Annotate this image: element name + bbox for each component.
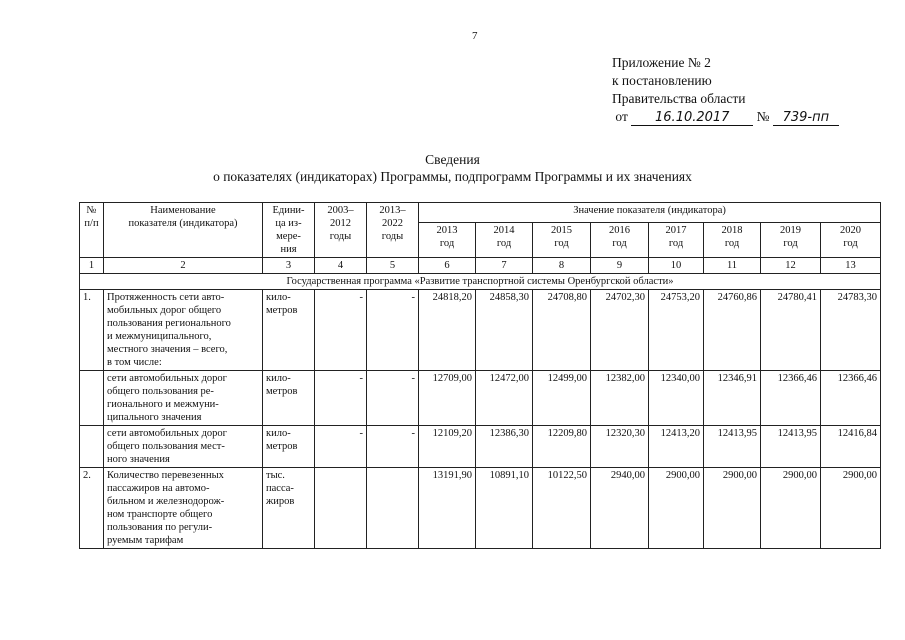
row-number: 1. bbox=[80, 290, 104, 371]
year-value-cell: 12709,00 bbox=[419, 371, 476, 426]
year-value-cell: 10122,50 bbox=[533, 468, 591, 549]
year-value-cell: 12346,91 bbox=[704, 371, 761, 426]
column-number-row bbox=[80, 258, 881, 274]
table-row bbox=[80, 468, 881, 549]
year-value-cell: 24858,30 bbox=[476, 290, 533, 371]
unit-cell: кило- метров bbox=[263, 371, 315, 426]
header-name: Наименование показателя (индикатора) bbox=[104, 203, 263, 258]
handwritten-number: 739-пп bbox=[773, 111, 839, 126]
column-number: 11 bbox=[704, 258, 761, 274]
header-row-1 bbox=[80, 203, 881, 223]
header-unit: Едини- ца из- мере- ния bbox=[263, 203, 315, 258]
year-value-cell: 24702,30 bbox=[591, 290, 649, 371]
header-year: 2020 год bbox=[821, 222, 881, 257]
table-row bbox=[80, 290, 881, 371]
program-title: Государственная программа «Развитие транспортной системы Оренбургской области» bbox=[80, 274, 881, 290]
column-number: 7 bbox=[476, 258, 533, 274]
appendix-block bbox=[612, 54, 839, 126]
unit-cell: тыс. пасса- жиров bbox=[263, 468, 315, 549]
year-value-cell: 12499,00 bbox=[533, 371, 591, 426]
header-year: 2018 год bbox=[704, 222, 761, 257]
unit-cell: кило- метров bbox=[263, 290, 315, 371]
table-row bbox=[80, 371, 881, 426]
page-number: 7 bbox=[472, 30, 478, 42]
year-value-cell: 24753,20 bbox=[649, 290, 704, 371]
year-value-cell: 12320,30 bbox=[591, 426, 649, 468]
period-2013-2022-value: - bbox=[367, 426, 419, 468]
column-number: 9 bbox=[591, 258, 649, 274]
header-year: 2017 год bbox=[649, 222, 704, 257]
header-period-2003-2012: 2003– 2012 годы bbox=[315, 203, 367, 258]
year-value-cell: 12416,84 bbox=[821, 426, 881, 468]
period-2013-2022-value: - bbox=[367, 371, 419, 426]
year-value-cell: 12472,00 bbox=[476, 371, 533, 426]
column-number: 8 bbox=[533, 258, 591, 274]
number-label: № bbox=[756, 109, 770, 124]
header-year: 2019 год bbox=[761, 222, 821, 257]
row-number bbox=[80, 371, 104, 426]
column-number: 6 bbox=[419, 258, 476, 274]
column-number: 5 bbox=[367, 258, 419, 274]
header-period-2013-2022: 2013– 2022 годы bbox=[367, 203, 419, 258]
year-value-cell: 2900,00 bbox=[821, 468, 881, 549]
period-2013-2022-value: - bbox=[367, 290, 419, 371]
appendix-line-1: Приложение № 2 bbox=[612, 55, 711, 70]
year-value-cell: 24780,41 bbox=[761, 290, 821, 371]
year-value-cell: 13191,90 bbox=[419, 468, 476, 549]
year-value-cell: 2900,00 bbox=[761, 468, 821, 549]
period-2013-2022-value bbox=[367, 468, 419, 549]
header-year: 2014 год bbox=[476, 222, 533, 257]
period-2003-2012-value bbox=[315, 468, 367, 549]
period-2003-2012-value: - bbox=[315, 371, 367, 426]
column-number: 4 bbox=[315, 258, 367, 274]
column-number: 1 bbox=[80, 258, 104, 274]
from-label: от bbox=[615, 109, 628, 124]
year-value-cell: 10891,10 bbox=[476, 468, 533, 549]
year-value-cell: 24760,86 bbox=[704, 290, 761, 371]
header-values-group: Значение показателя (индикатора) bbox=[419, 203, 881, 223]
indicator-name: сети автомобильных дорог общего пользования мест- ного значения bbox=[104, 426, 263, 468]
year-value-cell: 12413,20 bbox=[649, 426, 704, 468]
year-value-cell: 12366,46 bbox=[761, 371, 821, 426]
column-number: 13 bbox=[821, 258, 881, 274]
year-value-cell: 2900,00 bbox=[704, 468, 761, 549]
column-number: 2 bbox=[104, 258, 263, 274]
year-value-cell: 12382,00 bbox=[591, 371, 649, 426]
unit-cell: кило- метров bbox=[263, 426, 315, 468]
year-value-cell: 24708,80 bbox=[533, 290, 591, 371]
year-value-cell: 12386,30 bbox=[476, 426, 533, 468]
row-number: 2. bbox=[80, 468, 104, 549]
year-value-cell: 24818,20 bbox=[419, 290, 476, 371]
program-title-row bbox=[80, 274, 881, 290]
year-value-cell: 12413,95 bbox=[761, 426, 821, 468]
indicators-table bbox=[79, 202, 881, 549]
period-2003-2012-value: - bbox=[315, 426, 367, 468]
appendix-line-4 bbox=[612, 108, 839, 126]
column-number: 10 bbox=[649, 258, 704, 274]
year-value-cell: 12209,80 bbox=[533, 426, 591, 468]
document-subtitle: о показателях (индикаторах) Программы, подпрограмм Программы и их значениях bbox=[213, 169, 692, 184]
table-row bbox=[80, 426, 881, 468]
year-value-cell: 12366,46 bbox=[821, 371, 881, 426]
document-title: Сведения bbox=[425, 152, 480, 167]
header-year: 2013 год bbox=[419, 222, 476, 257]
column-number: 3 bbox=[263, 258, 315, 274]
year-value-cell: 12109,20 bbox=[419, 426, 476, 468]
year-value-cell: 2940,00 bbox=[591, 468, 649, 549]
indicator-name: Протяженность сети авто- мобильных дорог общего пользования регионального и межмуниципального, местного значения – всего, в том числе: bbox=[104, 290, 263, 371]
year-value-cell: 24783,30 bbox=[821, 290, 881, 371]
year-value-cell: 12413,95 bbox=[704, 426, 761, 468]
column-number: 12 bbox=[761, 258, 821, 274]
header-year: 2016 год bbox=[591, 222, 649, 257]
header-num: № п/п bbox=[80, 203, 104, 258]
indicator-name: Количество перевезенных пассажиров на автомо- бильном и железнодорож- ном транспорте общего пользования по регули- руемым тарифам bbox=[104, 468, 263, 549]
appendix-line-2: к постановлению bbox=[612, 73, 712, 88]
row-number bbox=[80, 426, 104, 468]
year-value-cell: 12340,00 bbox=[649, 371, 704, 426]
appendix-line-3: Правительства области bbox=[612, 91, 746, 106]
period-2003-2012-value: - bbox=[315, 290, 367, 371]
handwritten-date: 16.10.2017 bbox=[631, 111, 753, 126]
indicator-name: сети автомобильных дорог общего пользования ре- гионального и межмуни- ципального значения bbox=[104, 371, 263, 426]
header-year: 2015 год bbox=[533, 222, 591, 257]
year-value-cell: 2900,00 bbox=[649, 468, 704, 549]
